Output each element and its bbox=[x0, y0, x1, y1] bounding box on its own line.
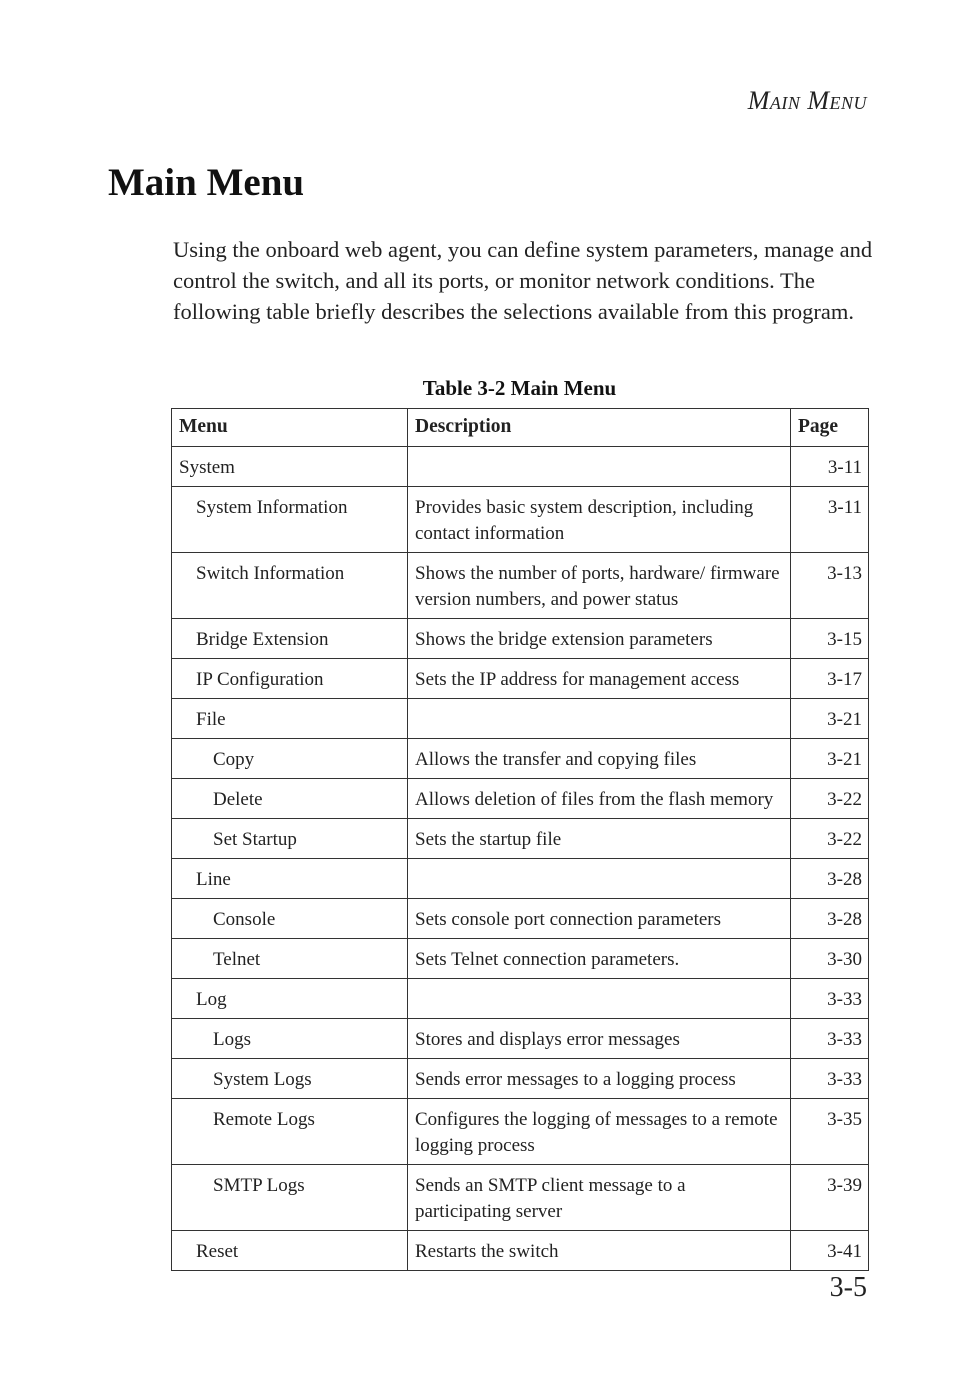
page-cell: 3-13 bbox=[791, 553, 869, 619]
description-cell: Provides basic system description, including contact information bbox=[408, 487, 791, 553]
column-header-page: Page bbox=[791, 409, 869, 447]
intro-paragraph: Using the onboard web agent, you can define system parameters, manage and control the switch, and all its ports, or monitor network conditions. The following table briefly describes the selections available from this program. bbox=[173, 237, 873, 324]
page-cell: 3-35 bbox=[791, 1099, 869, 1165]
page-number: 3-5 bbox=[829, 1272, 867, 1303]
page-cell: 3-11 bbox=[791, 447, 869, 487]
table-row bbox=[172, 899, 869, 939]
page-cell: 3-33 bbox=[791, 1059, 869, 1099]
description-cell: Sets console port connection parameters bbox=[408, 899, 791, 939]
menu-cell: System Information bbox=[172, 487, 408, 553]
table-row bbox=[172, 553, 869, 619]
column-header-menu: Menu bbox=[172, 409, 408, 447]
table-row bbox=[172, 487, 869, 553]
page-cell: 3-22 bbox=[791, 779, 869, 819]
page-cell: 3-22 bbox=[791, 819, 869, 859]
table-row bbox=[172, 1019, 869, 1059]
page-cell: 3-15 bbox=[791, 619, 869, 659]
table-row bbox=[172, 1059, 869, 1099]
page-title: Main Menu bbox=[108, 161, 305, 204]
table-caption: Table 3-2 Main Menu bbox=[422, 376, 617, 400]
menu-cell: Logs bbox=[172, 1019, 408, 1059]
description-cell bbox=[408, 979, 791, 1019]
menu-cell: Log bbox=[172, 979, 408, 1019]
menu-cell: IP Configuration bbox=[172, 659, 408, 699]
table-row bbox=[172, 779, 869, 819]
menu-cell: Console bbox=[172, 899, 408, 939]
running-header: Main Menu bbox=[747, 86, 867, 115]
menu-cell: Switch Information bbox=[172, 553, 408, 619]
menu-cell: Bridge Extension bbox=[172, 619, 408, 659]
menu-cell: Copy bbox=[172, 739, 408, 779]
menu-cell: File bbox=[172, 699, 408, 739]
description-cell: Sets the IP address for management access bbox=[408, 659, 791, 699]
description-cell bbox=[408, 859, 791, 899]
menu-cell: Delete bbox=[172, 779, 408, 819]
page-cell: 3-21 bbox=[791, 699, 869, 739]
menu-cell: Line bbox=[172, 859, 408, 899]
main-menu-table bbox=[171, 408, 869, 1271]
table-row bbox=[172, 699, 869, 739]
table-row bbox=[172, 447, 869, 487]
table-row bbox=[172, 859, 869, 899]
menu-cell: Telnet bbox=[172, 939, 408, 979]
table-body bbox=[172, 447, 869, 1271]
description-cell: Stores and displays error messages bbox=[408, 1019, 791, 1059]
page-cell: 3-33 bbox=[791, 1019, 869, 1059]
menu-cell: System bbox=[172, 447, 408, 487]
table-row bbox=[172, 1231, 869, 1271]
description-cell: Restarts the switch bbox=[408, 1231, 791, 1271]
column-header-description: Description bbox=[408, 409, 791, 447]
menu-cell: System Logs bbox=[172, 1059, 408, 1099]
page-cell: 3-30 bbox=[791, 939, 869, 979]
table-row bbox=[172, 619, 869, 659]
description-cell: Allows deletion of files from the flash memory bbox=[408, 779, 791, 819]
table-header-row bbox=[172, 409, 869, 447]
page-cell: 3-39 bbox=[791, 1165, 869, 1231]
page-cell: 3-21 bbox=[791, 739, 869, 779]
table-row bbox=[172, 939, 869, 979]
table-row bbox=[172, 659, 869, 699]
menu-cell: Reset bbox=[172, 1231, 408, 1271]
page-cell: 3-33 bbox=[791, 979, 869, 1019]
page-cell: 3-28 bbox=[791, 899, 869, 939]
menu-cell: SMTP Logs bbox=[172, 1165, 408, 1231]
description-cell bbox=[408, 447, 791, 487]
description-cell: Allows the transfer and copying files bbox=[408, 739, 791, 779]
description-cell: Configures the logging of messages to a remote logging process bbox=[408, 1099, 791, 1165]
table-row bbox=[172, 819, 869, 859]
description-cell: Shows the number of ports, hardware/ firmware version numbers, and power status bbox=[408, 553, 791, 619]
page-cell: 3-41 bbox=[791, 1231, 869, 1271]
description-cell: Sends error messages to a logging process bbox=[408, 1059, 791, 1099]
page-cell: 3-28 bbox=[791, 859, 869, 899]
menu-cell: Remote Logs bbox=[172, 1099, 408, 1165]
table-row bbox=[172, 1099, 869, 1165]
page-cell: 3-17 bbox=[791, 659, 869, 699]
description-cell: Sends an SMTP client message to a participating server bbox=[408, 1165, 791, 1231]
menu-cell: Set Startup bbox=[172, 819, 408, 859]
description-cell: Sets the startup file bbox=[408, 819, 791, 859]
description-cell: Shows the bridge extension parameters bbox=[408, 619, 791, 659]
description-cell: Sets Telnet connection parameters. bbox=[408, 939, 791, 979]
table-row bbox=[172, 979, 869, 1019]
description-cell bbox=[408, 699, 791, 739]
table-row bbox=[172, 1165, 869, 1231]
page-cell: 3-11 bbox=[791, 487, 869, 553]
table-row bbox=[172, 739, 869, 779]
